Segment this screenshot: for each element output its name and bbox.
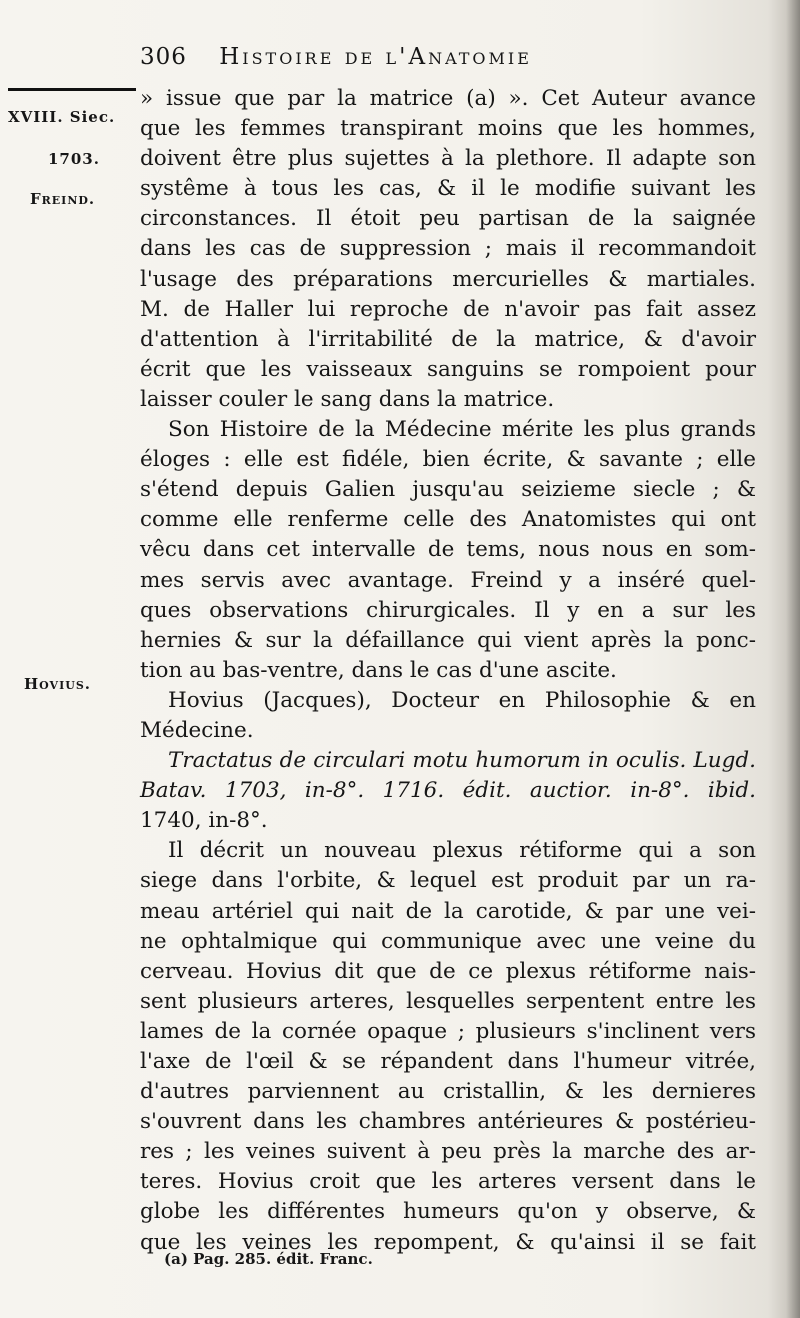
text-line: sent plusieurs arteres, lesquelles serpentent entre les (140, 988, 756, 1014)
text-line: s'étend depuis Galien jusqu'au seizieme siecle ; & (140, 477, 756, 503)
text-line: systême à tous les cas, & il le modifie suivant les (140, 176, 756, 202)
text-line: lames de la cornée opaque ; plusieurs s'inclinent vers (140, 1018, 756, 1044)
text-line: circonstances. Il étoit peu partisan de la saignée (140, 206, 756, 232)
text-line: teres. Hovius croit que les arteres versent dans le (140, 1169, 756, 1195)
text-line: Hovius (Jacques), Docteur en Philosophie & en (168, 687, 756, 713)
text-line: l'usage des préparations mercurielles & martiales. (140, 266, 756, 292)
text-line: Son Histoire de la Médecine mérite les plus grands (168, 417, 756, 443)
text-line: doivent être plus sujettes à la plethore. Il adapte son (140, 146, 756, 172)
text-line: d'attention à l'irritabilité de la matrice, & d'avoir (140, 326, 756, 352)
text-line: » issue que par la matrice (a) ». Cet Auteur avance (140, 86, 756, 111)
text-line: que les femmes transpirant moins que les hommes, (140, 116, 756, 142)
margin-rule (8, 88, 136, 91)
text-line: l'axe de l'œil & se répandent dans l'humeur vitrée, (140, 1049, 756, 1074)
text-line: dans les cas de suppression ; mais il recommandoit (140, 236, 756, 262)
margin-note-year: 1703. (48, 150, 100, 168)
text-line: éloges : elle est fidéle, bien écrite, & savante ; elle (140, 447, 756, 473)
page-number: 306 (140, 44, 187, 70)
text-line: laisser couler le sang dans la matrice. (140, 386, 555, 412)
bibliography-line: Batav. 1703, in-8°. 1716. édit. auctior. in-8°. ibid. (140, 778, 756, 804)
running-header (140, 44, 760, 70)
footnote: (a) Pag. 285. édit. Franc. (164, 1250, 373, 1268)
margin-note-hovius: Hovius. (24, 675, 91, 693)
text-line: tion au bas-ventre, dans le cas d'une ascite. (140, 657, 617, 683)
text-line: mes servis avec avantage. Freind y a inséré quel- (140, 567, 756, 593)
text-line: ne ophtalmique qui communique avec une veine du (140, 928, 756, 954)
text-line: res ; les veines suivent à peu près la marche des ar- (140, 1139, 756, 1165)
text-line: ques observations chirurgicales. Il y en a sur les (140, 597, 756, 623)
page-edge-shadow (786, 0, 800, 1318)
bibliography-line: 1740, in-8°. (140, 808, 268, 834)
text-line: meau artériel qui nait de la carotide, & par une vei- (140, 898, 756, 924)
text-line: M. de Haller lui reproche de n'avoir pas fait assez (140, 296, 756, 322)
text-line: cerveau. Hovius dit que de ce plexus rétiforme nais- (140, 958, 756, 984)
bibliography-line: Tractatus de circulari motu humorum in oculis. Lugd. (168, 748, 756, 774)
running-title: Histoire de l'Anatomie (219, 44, 532, 70)
text-line: hernies & sur la défaillance qui vient après la ponc- (140, 627, 756, 653)
text-line: siege dans l'orbite, & lequel est produit par un ra- (140, 868, 756, 894)
text-line: d'autres parviennent au cristallin, & les dernieres (140, 1079, 756, 1105)
text-line: Il décrit un nouveau plexus rétiforme qui a son (168, 838, 756, 864)
text-line: Médecine. (140, 717, 254, 743)
text-line: écrit que les vaisseaux sanguins se rompoient pour (140, 356, 756, 382)
margin-note-century: XVIII. Siec. (8, 108, 116, 126)
text-line: globe les différentes humeurs qu'on y observe, & (140, 1199, 756, 1225)
text-line: vêcu dans cet intervalle de tems, nous nous en som- (140, 537, 756, 563)
text-line: comme elle renferme celle des Anatomistes qui ont (140, 507, 756, 533)
body-text (140, 84, 756, 1258)
margin-note-freind: Freind. (30, 190, 96, 208)
text-line: s'ouvrent dans les chambres antérieures & postérieu- (140, 1109, 756, 1135)
text-line: que les veines les repompent, & qu'ainsi il se fait (140, 1229, 756, 1255)
